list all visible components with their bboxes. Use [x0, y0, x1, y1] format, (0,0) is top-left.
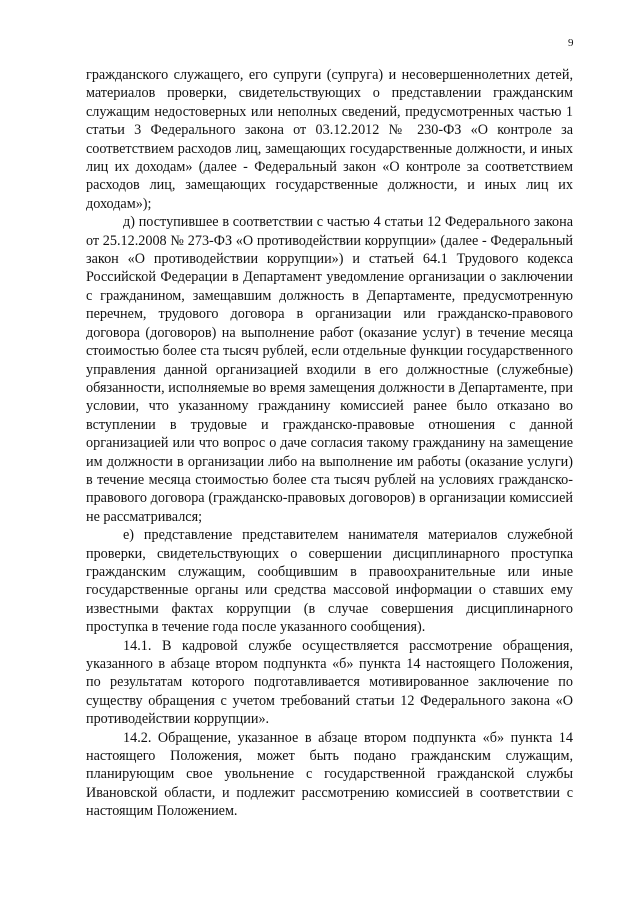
paragraph-14-2: 14.2. Обращение, указанное в абзаце втором подпункта «б» пункта 14 настоящего Положения, может быть подано гражданским служащим, планирующим свое увольнение с государственной гражданской службы Ивановской области, и подлежит рассмотрению комиссией в соответствии с настоящим Положением.	[86, 729, 573, 820]
paragraph-14-1: 14.1. В кадровой службе осуществляется рассмотрение обращения, указанного в абзаце втором подпункта «б» пункта 14 настоящего Положения, по результатам которого подготавливается мотивированное заключение по существу обращения с учетом требований статьи 12 Федерального закона «О противодействии коррупции».	[86, 637, 573, 728]
page-number: 9	[568, 37, 574, 49]
paragraph-item-d: д) поступившее в соответствии с частью 4 статьи 12 Федерального закона от 25.12.2008 № 273-ФЗ «О противодействии коррупции» (далее - Федеральный закон «О противодействии коррупции») и статьей 64.1 Трудового кодекса Российской Федерации в Департамент уведомление организации о заключении с гражданином, замещавшим должность в Департаменте, предусмотренную перечнем, трудового договора в организации или гражданско-правового договора (договоров) на выполнение работ (оказание услуг) в течение месяца стоимостью более ста тысяч рублей, если отдельные функции государственного управления данной организацией входили в его должностные (служебные) обязанности, исполняемые во время замещения должности в Департаменте, при условии, что указанному гражданину комиссией ранее было отказано во вступлении в трудовые и гражданско-правовые отношения с данной организацией или что вопрос о даче согласия такому гражданину на замещение им должности в организации либо на выполнение им работы (оказание услуги) в течение месяца стоимостью более ста тысяч рублей на условиях гражданско-правового договора (гражданско-правовых договоров) в организации комиссией не рассматривался;	[86, 214, 573, 525]
paragraph-item-e: е) представление представителем нанимателя материалов служебной проверки, свидетельствующих о совершении дисциплинарного проступка гражданским служащим, сообщившим в правоохранительные или иные государственные органы или средства массовой информации о ставших ему известными фактах коррупции (в случае совершения дисциплинарного проступка в течение года после указанного сообщения).	[86, 527, 573, 636]
document-body	[86, 66, 573, 821]
paragraph-continuation: гражданского служащего, его супруги (супруга) и несовершеннолетних детей, материалов проверки, свидетельствующих о представлении гражданским служащим недостоверных или неполных сведений, предусмотренных частью 1 статьи 3 Федерального закона от 03.12.2012 № 230-ФЗ «О контроле за соответствием расходов лиц, замещающих государственные должности, и иных лиц их доходам» (далее - Федеральный закон «О контроле за соответствием расходов лиц, замещающих государственные должности, и иных лиц их доходам»);	[86, 67, 573, 212]
